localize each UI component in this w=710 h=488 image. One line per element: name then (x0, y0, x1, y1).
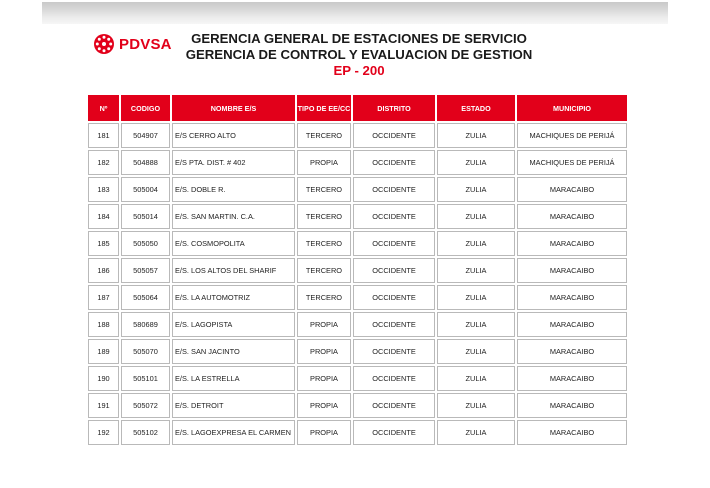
cell-name: E/S. LOS ALTOS DEL SHARIF (172, 258, 295, 283)
cell-state: ZULIA (437, 393, 515, 418)
column-header-district: DISTRITO (353, 95, 435, 121)
table-row (88, 231, 627, 256)
cell-number: 189 (88, 339, 119, 364)
column-header-name: NOMBRE E/S (172, 95, 295, 121)
cell-name: E/S. LAGOEXPRESA EL CARMEN (172, 420, 295, 445)
table-row (88, 285, 627, 310)
cell-name: E/S. LA AUTOMOTRIZ (172, 285, 295, 310)
column-header-municipality: MUNICIPIO (517, 95, 627, 121)
cell-municipality: MARACAIBO (517, 366, 627, 391)
cell-type: TERCERO (297, 258, 351, 283)
cell-district: OCCIDENTE (353, 366, 435, 391)
cell-number: 190 (88, 366, 119, 391)
cell-state: ZULIA (437, 177, 515, 202)
cell-state: ZULIA (437, 204, 515, 229)
document-header (184, 31, 534, 79)
cell-number: 182 (88, 150, 119, 175)
cell-name: E/S CERRO ALTO (172, 123, 295, 148)
document-code: EP - 200 (333, 63, 385, 78)
cell-code: 505057 (121, 258, 170, 283)
cell-name: E/S. DETROIT (172, 393, 295, 418)
cell-type: PROPIA (297, 339, 351, 364)
cell-name: E/S PTA. DIST. # 402 (172, 150, 295, 175)
cell-district: OCCIDENTE (353, 393, 435, 418)
cell-state: ZULIA (437, 123, 515, 148)
cell-number: 183 (88, 177, 119, 202)
pdvsa-sun-icon (93, 33, 115, 55)
cell-district: OCCIDENTE (353, 285, 435, 310)
cell-municipality: MARACAIBO (517, 177, 627, 202)
cell-state: ZULIA (437, 339, 515, 364)
cell-number: 191 (88, 393, 119, 418)
column-header-state: ESTADO (437, 95, 515, 121)
cell-municipality: MARACAIBO (517, 285, 627, 310)
cell-code: 505072 (121, 393, 170, 418)
cell-number: 181 (88, 123, 119, 148)
cell-name: E/S. COSMOPOLITA (172, 231, 295, 256)
cell-state: ZULIA (437, 258, 515, 283)
table-header-row (88, 95, 627, 121)
cell-district: OCCIDENTE (353, 150, 435, 175)
cell-code: 505102 (121, 420, 170, 445)
cell-code: 505070 (121, 339, 170, 364)
cell-code: 505004 (121, 177, 170, 202)
cell-type: PROPIA (297, 420, 351, 445)
table-row (88, 123, 627, 148)
cell-number: 192 (88, 420, 119, 445)
cell-state: ZULIA (437, 312, 515, 337)
table-row (88, 366, 627, 391)
cell-municipality: MARACAIBO (517, 231, 627, 256)
cell-code: 504888 (121, 150, 170, 175)
cell-municipality: MARACAIBO (517, 258, 627, 283)
cell-number: 186 (88, 258, 119, 283)
cell-type: TERCERO (297, 123, 351, 148)
cell-district: OCCIDENTE (353, 204, 435, 229)
cell-type: TERCERO (297, 285, 351, 310)
cell-state: ZULIA (437, 150, 515, 175)
cell-municipality: MACHIQUES DE PERIJÁ (517, 150, 627, 175)
cell-type: TERCERO (297, 231, 351, 256)
title-line-2: GERENCIA DE CONTROL Y EVALUACION DE GESTION (185, 47, 533, 62)
cell-state: ZULIA (437, 231, 515, 256)
column-header-type: TIPO DE EE/CC (297, 95, 351, 121)
page-top-shadow (42, 2, 668, 24)
cell-state: ZULIA (437, 420, 515, 445)
cell-code: 505064 (121, 285, 170, 310)
cell-municipality: MARACAIBO (517, 339, 627, 364)
column-header-number: Nº (88, 95, 119, 121)
cell-code: 580689 (121, 312, 170, 337)
cell-name: E/S. DOBLE R. (172, 177, 295, 202)
logo-wordmark: PDVSA (119, 35, 172, 53)
cell-number: 185 (88, 231, 119, 256)
table-row (88, 339, 627, 364)
cell-district: OCCIDENTE (353, 339, 435, 364)
table-row (88, 393, 627, 418)
cell-district: OCCIDENTE (353, 312, 435, 337)
pdvsa-logo (93, 32, 177, 56)
column-header-code: CODIGO (121, 95, 170, 121)
cell-number: 188 (88, 312, 119, 337)
cell-code: 505014 (121, 204, 170, 229)
table-row (88, 420, 627, 445)
table-row (88, 312, 627, 337)
cell-type: PROPIA (297, 150, 351, 175)
cell-municipality: MACHIQUES DE PERIJÁ (517, 123, 627, 148)
cell-district: OCCIDENTE (353, 258, 435, 283)
cell-district: OCCIDENTE (353, 420, 435, 445)
stations-table (86, 93, 629, 447)
cell-name: E/S. LAGOPISTA (172, 312, 295, 337)
cell-type: PROPIA (297, 393, 351, 418)
cell-name: E/S. SAN MARTIN. C.A. (172, 204, 295, 229)
cell-type: PROPIA (297, 312, 351, 337)
cell-state: ZULIA (437, 366, 515, 391)
table-row (88, 177, 627, 202)
cell-number: 187 (88, 285, 119, 310)
cell-municipality: MARACAIBO (517, 393, 627, 418)
cell-district: OCCIDENTE (353, 177, 435, 202)
table-row (88, 204, 627, 229)
cell-municipality: MARACAIBO (517, 420, 627, 445)
cell-code: 504907 (121, 123, 170, 148)
cell-type: TERCERO (297, 177, 351, 202)
cell-district: OCCIDENTE (353, 231, 435, 256)
cell-name: E/S. LA ESTRELLA (172, 366, 295, 391)
table-row (88, 150, 627, 175)
title-line-1: GERENCIA GENERAL DE ESTACIONES DE SERVICIO (191, 31, 527, 46)
cell-type: TERCERO (297, 204, 351, 229)
table-row (88, 258, 627, 283)
cell-name: E/S. SAN JACINTO (172, 339, 295, 364)
cell-code: 505050 (121, 231, 170, 256)
cell-district: OCCIDENTE (353, 123, 435, 148)
cell-municipality: MARACAIBO (517, 312, 627, 337)
cell-code: 505101 (121, 366, 170, 391)
cell-type: PROPIA (297, 366, 351, 391)
cell-municipality: MARACAIBO (517, 204, 627, 229)
cell-state: ZULIA (437, 285, 515, 310)
cell-number: 184 (88, 204, 119, 229)
